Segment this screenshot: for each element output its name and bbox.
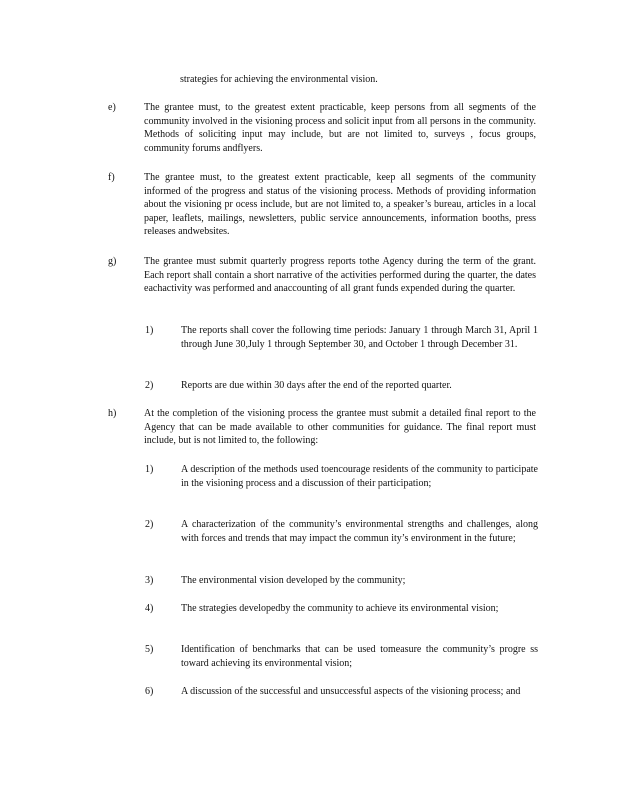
subitem-label: 1) — [145, 464, 154, 475]
subitem-text: The reports shall cover the following time periods: January 1 through March 31, April 1 through June 30,July 1 through September 30, and October 1 through December 31. — [181, 325, 538, 350]
continuation-text: strategies for achieving the environmental vision. — [180, 74, 378, 85]
subitem-text: Identification of benchmarks that can be used tomeasure the community’s progre ss toward achieving its environmental vision; — [181, 644, 538, 669]
item-label: h) — [108, 408, 117, 419]
subitem-text: Reports are due within 30 days after the end of the reported quarter. — [181, 380, 452, 391]
subitem-text: The strategies developedby the community to achieve its environmental vision; — [181, 603, 499, 614]
subitem-label: 3) — [145, 575, 154, 586]
subitem-label: 5) — [145, 644, 154, 655]
subitem-label: 1) — [145, 325, 154, 336]
item-text: The grantee must, to the greatest extent practicable, keep persons from all segments of the community involved in the visioning process and solicit input from all persons in the community. Methods of soliciting input may include, but are not limited to, surveys , focus groups, community forums andflyers. — [144, 102, 536, 154]
item-text: The grantee must submit quarterly progress reports tothe Agency during the term of the grant. Each report shall contain a short narrative of the activities performed during the quarter, the dates eachactivity was performed and anaccounting of all grant funds expended during the quarter. — [144, 256, 536, 295]
subitem-text: A characterization of the community’s environmental strengths and challenges, along with forces and trends that may impact the commun ity’s environment in the future; — [181, 519, 538, 544]
item-label: g) — [108, 256, 117, 267]
subitem-text: A discussion of the successful and unsuccessful aspects of the visioning process; and — [181, 686, 521, 697]
subitem-label: 2) — [145, 519, 154, 530]
item-text: The grantee must, to the greatest extent practicable, keep all segments of the community informed of the progress and status of the visioning process. Methods of providing information about the visioning pr ocess include, but are not limited to, a speaker’s bureau, articles in a local paper, leaflets, mailings, newsletters, public service announcements, information booths, press releases andwebsites. — [144, 172, 536, 238]
subitem-label: 2) — [145, 380, 154, 391]
subitem-label: 4) — [145, 603, 154, 614]
subitem-text: The environmental vision developed by the community; — [181, 575, 406, 586]
item-text: At the completion of the visioning process the grantee must submit a detailed final report to the Agency that can be made available to other communities for guidance. The final report must include, but is not limited to, the following: — [144, 408, 536, 447]
item-label: f) — [108, 172, 115, 183]
subitem-label: 6) — [145, 686, 154, 697]
subitem-text: A description of the methods used toencourage residents of the community to participate in the visioning process and a discussion of their participation; — [181, 464, 538, 489]
item-label: e) — [108, 102, 116, 113]
